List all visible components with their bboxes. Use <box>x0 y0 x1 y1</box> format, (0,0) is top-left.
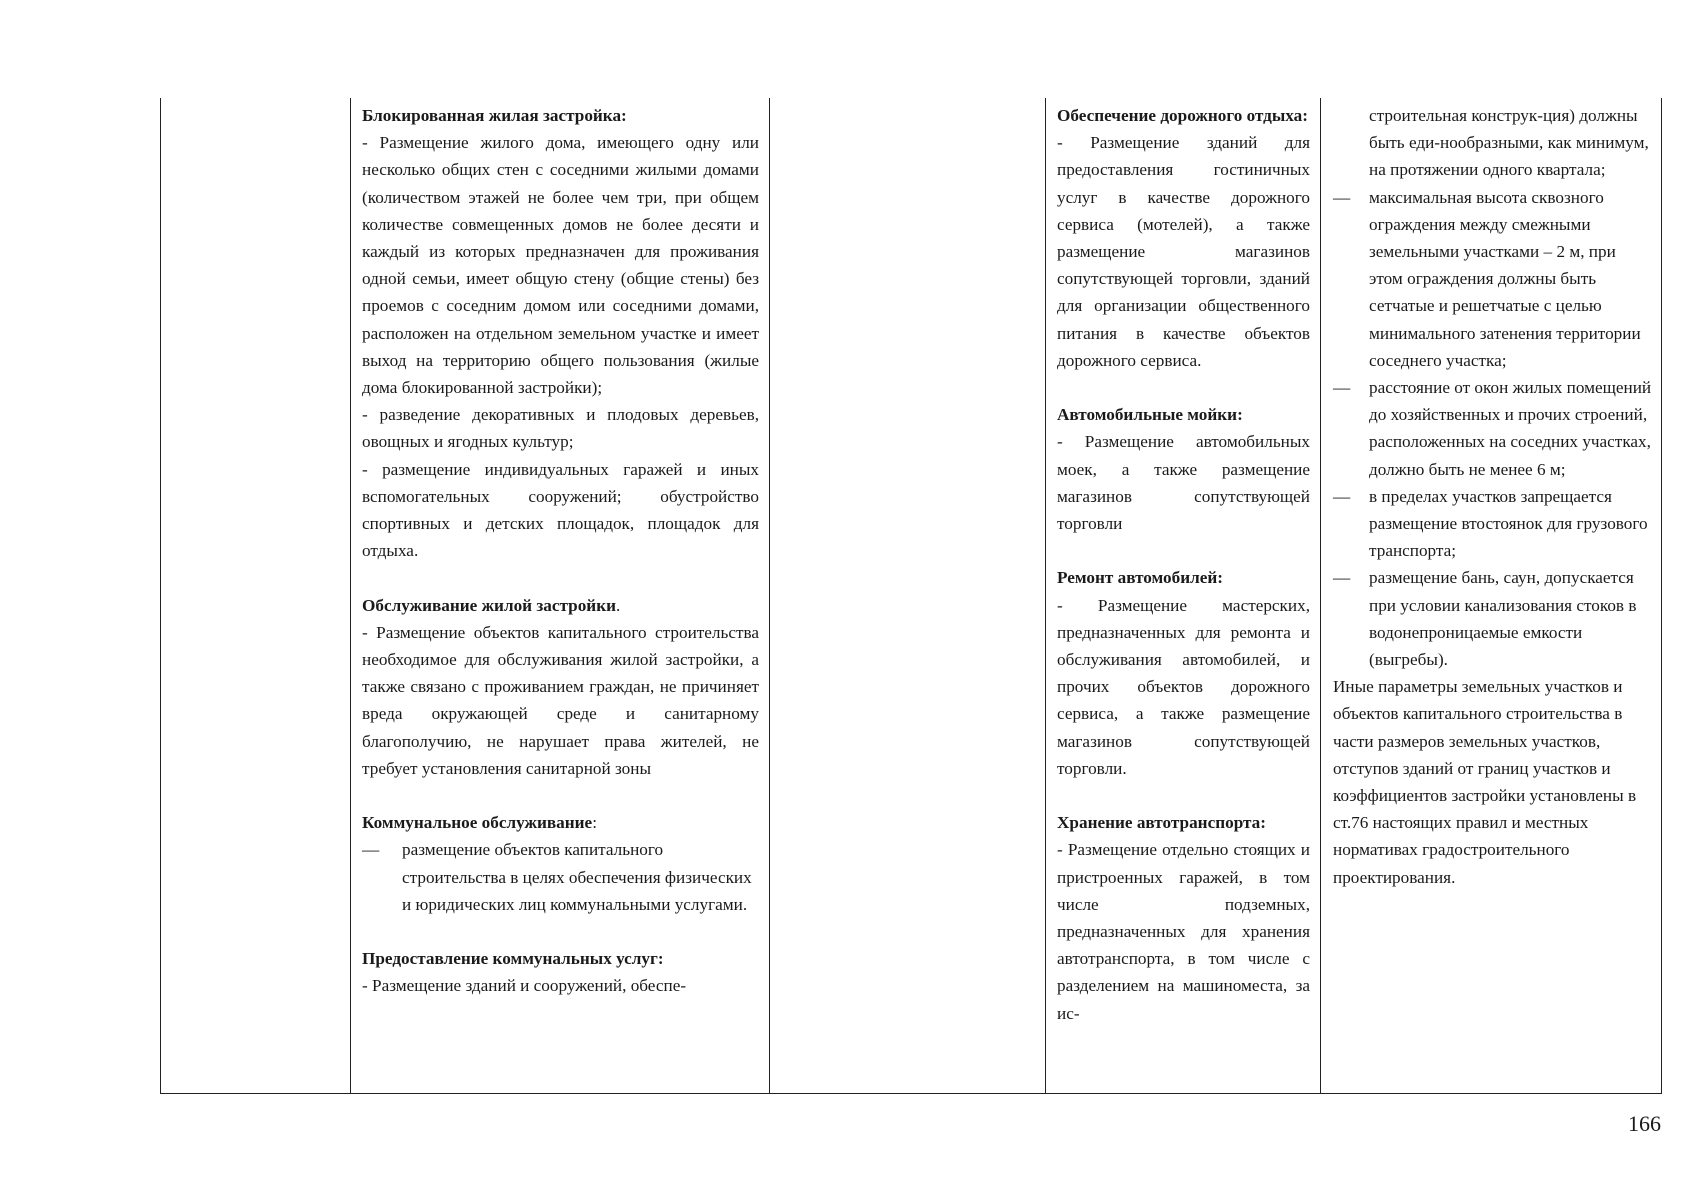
paragraph: - разведение декоративных и плодовых деревьев, овощных и ягодных культур; <box>362 405 759 452</box>
paragraph: - Размещение зданий и сооружений, обеспе- <box>362 976 687 996</box>
list-item: — размещение объектов капитального строительства в целях обеспечения физических и юридических лиц коммунальными услугами. <box>362 836 759 918</box>
list-item: строительная конструк-ция) должны быть еди-нообразными, как минимум, на протяжении одного квартала; <box>1369 106 1649 180</box>
dash-list <box>362 836 759 918</box>
heading-utility-services: Предоставление коммунальных услуг: <box>362 949 664 969</box>
heading-housing-service: Обслуживание жилой застройки. <box>362 595 621 615</box>
heading-car-repair: Ремонт автомобилей: <box>1057 568 1224 588</box>
paragraph: - Размещение мастерских, предназначенных для ремонта и обслуживания автомобилей, и прочих объектов дорожного сервиса, а также размещение магазинов сопутствующей торговли. <box>1057 595 1310 778</box>
paragraph: - Размещение жилого дома, имеющего одну или несколько общих стен с соседними жилыми домами (количеством этажей не более чем три, при общем количестве совмещенных домов не более десяти и каждый из которых предназначен для проживания одной семьи, имеет общую стену (общие стены) без проемов с соседним домом или соседними домами, расположен на отдельном земельном участке и имеет выход на территорию общего пользования (жилые дома блокированной застройки); <box>362 133 759 398</box>
requirements-list <box>1333 102 1653 673</box>
list-item: — расстояние от окон жилых помещений до хозяйственных и прочих строений, расположенных на соседних участках, должно быть не менее 6 м; <box>1333 374 1653 483</box>
heading-communal-service: Коммунальное обслуживание: <box>362 813 597 833</box>
list-item: — максимальная высота сквозного ограждения между смежными земельными участками – 2 м, при этом ограждения должны быть сетчатые и решетчатые с целью минимального затенения территории соседнего участка; <box>1333 184 1653 374</box>
table-column-1 <box>161 98 351 1093</box>
paragraph: - размещение индивидуальных гаражей и иных вспомогательных сооружений; обустройство спортивных и детских площадок, площадок для отдыха. <box>362 459 759 561</box>
heading-car-wash: Автомобильные мойки: <box>1057 405 1243 425</box>
other-parameters-note: Иные параметры земельных участков и объектов капитального строительства в части размеров земельных участков, отступов зданий от границ участков и коэффициентов застройки установлены в ст.76 настоящих правил и местных нормативах градостроительного проектирования. <box>1333 677 1637 887</box>
heading-vehicle-storage: Хранение автотранспорта: <box>1057 813 1266 833</box>
paragraph: - Размещение отдельно стоящих и пристроенных гаражей, в том числе подземных, предназначенных для хранения автотранспорта, в том числе с разделением на машиноместа, за ис- <box>1057 840 1310 1023</box>
list-item: — размещение бань, саун, допускается при условии канализования стоков в водонепроницаемые емкости (выгребы). <box>1333 564 1653 673</box>
table-column-5 <box>1321 98 1661 1093</box>
table-column-3 <box>770 98 1046 1093</box>
list-item: — в пределах участков запрещается размещение втостоянок для грузового транспорта; <box>1333 483 1653 565</box>
table-column-4 <box>1046 98 1321 1093</box>
table-column-2 <box>351 98 770 1093</box>
page-number: 166 <box>1628 1111 1661 1136</box>
heading-blocked-housing: Блокированная жилая застройка: <box>362 106 627 125</box>
paragraph: - Размещение автомобильных моек, а также размещение магазинов сопутствующей торговли <box>1057 432 1310 534</box>
document-table <box>160 98 1662 1094</box>
paragraph: - Размещение объектов капитального строительства необходимое для обслуживания жилой застройки, а также связано с проживанием граждан, не причиняет вреда окружающей среде и санитарному благополучию, не нарушает права жителей, не требует установления санитарной зоны <box>362 622 759 778</box>
heading-road-rest: Обеспечение дорожного отдыха: <box>1057 106 1308 125</box>
paragraph: - Размещение зданий для предоставления гостиничных услуг в качестве дорожного сервиса (мотелей), а также размещение магазинов сопутствующей торговли, зданий для организации общественного питания в качестве объектов дорожного сервиса. <box>1057 133 1310 370</box>
